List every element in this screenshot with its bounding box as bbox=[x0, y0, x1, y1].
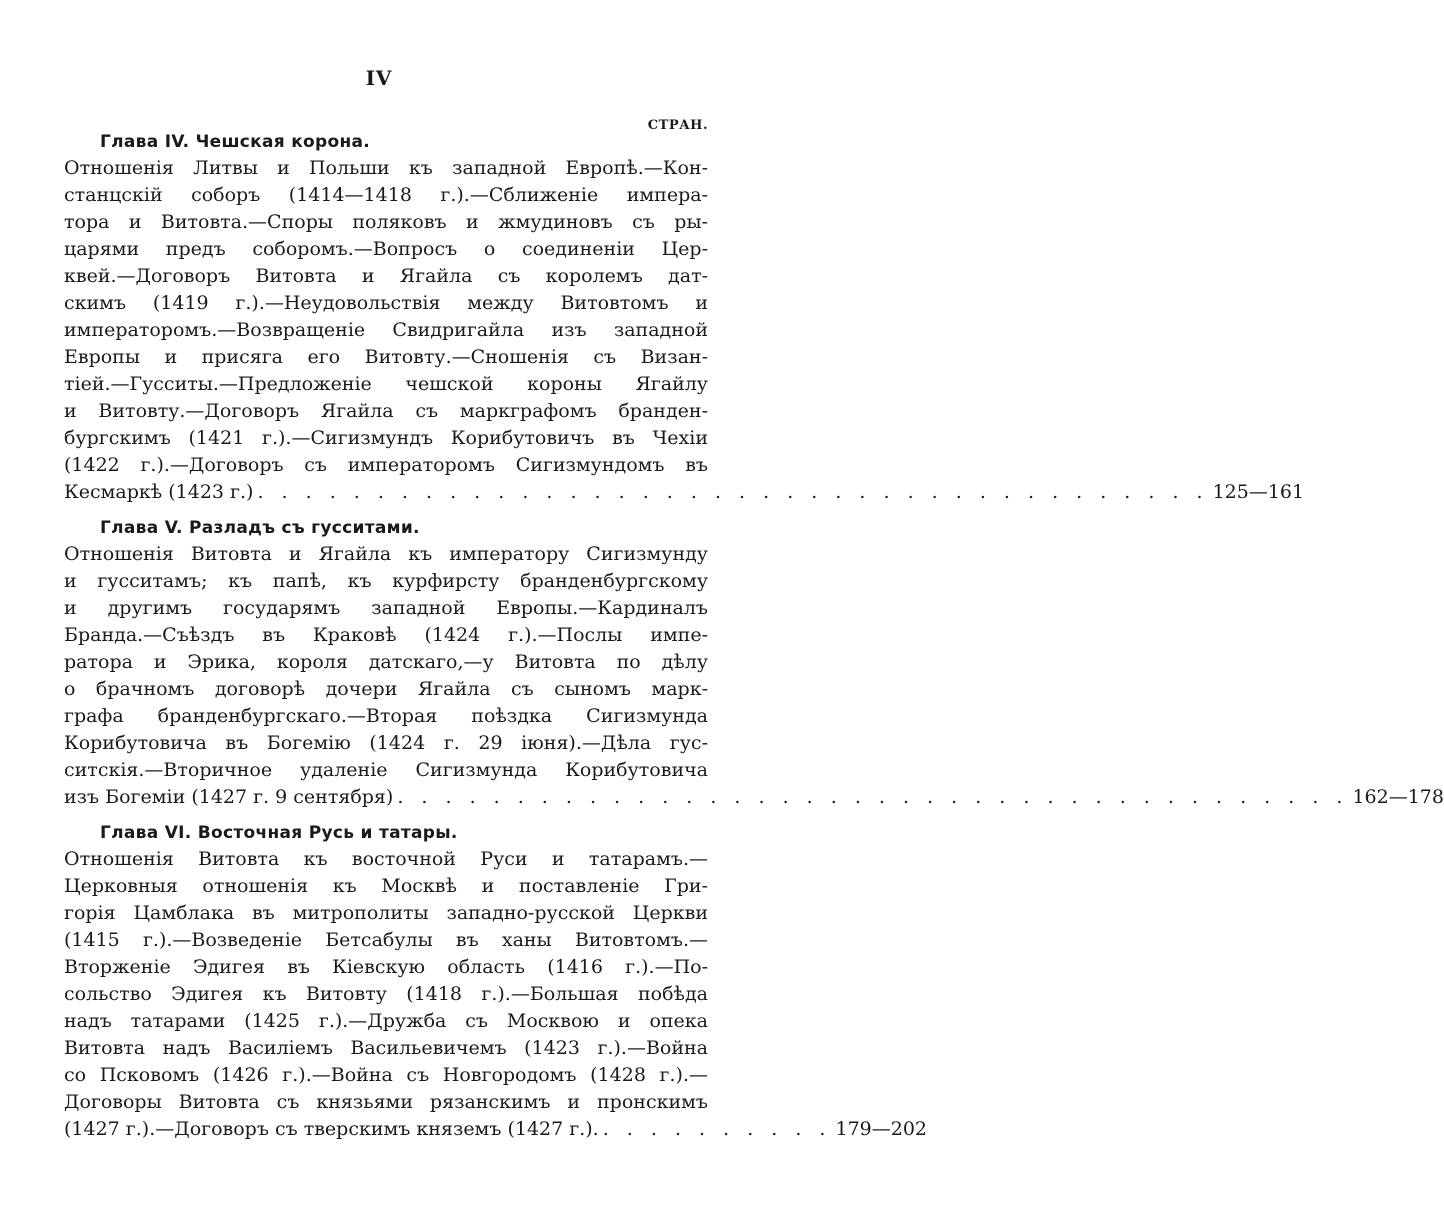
text-line: станцскій соборъ (1414—1418 г.).—Сближеніе импера- bbox=[64, 184, 708, 206]
text-line: тора и Витовта.—Споры поляковъ и жмудиновъ съ ры- bbox=[64, 211, 708, 233]
leader-dots: . . . . . . . . . . bbox=[602, 1118, 832, 1140]
text-line: ситскія.—Вторичное удаленіе Сигизмунда Корибутовича bbox=[64, 759, 708, 781]
text-line: (1415 г.).—Возведеніе Бетсабулы въ ханы Витовтомъ.— bbox=[64, 929, 708, 951]
text-line-end: изъ Богеміи (1427 г. 9 сентября) bbox=[64, 786, 394, 808]
text-line: скимъ (1419 г.).—Неудовольствія между Витовтомъ и bbox=[64, 292, 708, 314]
pages-column-header: СТРАН. bbox=[647, 118, 708, 133]
text-line: со Псковомъ (1426 г.).—Война съ Новгородомъ (1428 г.).— bbox=[64, 1064, 708, 1086]
text-line-with-pages bbox=[64, 784, 1444, 811]
text-line-end: Кесмаркѣ (1423 г.) bbox=[64, 481, 254, 503]
text-line: царями предъ соборомъ.—Вопросъ о соединеніи Цер- bbox=[64, 238, 708, 260]
chapter-heading: Глава IV. Чешская корона. bbox=[100, 132, 371, 152]
leader-dots: . . . . . . . . . . . . . . . . . . . . . . . . . . . . . . . . . . . . . . . . bbox=[397, 786, 1349, 808]
page-range: 179—202 bbox=[835, 1118, 928, 1140]
page-range: 162—178 bbox=[1352, 786, 1444, 808]
text-line: императоромъ.—Возвращеніе Свидригайла изъ западной bbox=[64, 319, 708, 341]
text-line: (1422 г.).—Договоръ съ императоромъ Сигизмундомъ въ bbox=[64, 454, 708, 476]
text-line: сольство Эдигея къ Витовту (1418 г.).—Большая побѣда bbox=[64, 983, 708, 1005]
text-line: тіей.—Гусситы.—Предложеніе чешской короны Ягайлу bbox=[64, 373, 708, 395]
text-line-end: (1427 г.).—Договоръ съ тверскимъ княземъ (1427 г.). bbox=[64, 1118, 599, 1140]
text-line: и гусситамъ; къ папѣ, къ курфирсту бранденбургскому bbox=[64, 570, 708, 592]
text-line: Европы и присяга его Витовту.—Сношенія съ Визан- bbox=[64, 346, 708, 368]
text-line: и другимъ государямъ западной Европы.—Кардиналъ bbox=[64, 597, 708, 619]
text-line: горія Цамблака въ митрополиты западно-русской Церкви bbox=[64, 902, 708, 924]
text-line-with-pages bbox=[64, 1116, 928, 1143]
chapter-heading: Глава VI. Восточная Русь и татары. bbox=[100, 823, 458, 843]
text-line: графа бранденбургскаго.—Вторая поѣздка Сигизмунда bbox=[64, 705, 708, 727]
text-line: Отношенія Литвы и Польши къ западной Европѣ.—Кон- bbox=[64, 157, 708, 179]
page-range: 125—161 bbox=[1212, 481, 1305, 503]
text-line: Отношенія Витовта къ восточной Руси и татарамъ.— bbox=[64, 848, 708, 870]
chapter-heading: Глава V. Разладъ съ гусситами. bbox=[100, 518, 420, 538]
text-line: Вторженіе Эдигея въ Кіевскую область (1416 г.).—По- bbox=[64, 956, 708, 978]
text-line: бургскимъ (1421 г.).—Сигизмундъ Корибутовичъ въ Чехіи bbox=[64, 427, 708, 449]
text-line: ратора и Эрика, короля датскаго,—у Витовта по дѣлу bbox=[64, 651, 708, 673]
text-line-with-pages bbox=[64, 479, 1305, 506]
text-line: Отношенія Витовта и Ягайла къ императору Сигизмунду bbox=[64, 543, 708, 565]
text-line: о брачномъ договорѣ дочери Ягайла съ сыномъ марк- bbox=[64, 678, 708, 700]
text-line: Витовта надъ Василіемъ Васильевичемъ (1423 г.).—Война bbox=[64, 1037, 708, 1059]
text-line: Бранда.—Съѣздъ въ Краковѣ (1424 г.).—Послы импе- bbox=[64, 624, 708, 646]
leader-dots: . . . . . . . . . . . . . . . . . . . . . . . . . . . . . . . . . . . . . . . . bbox=[257, 481, 1209, 503]
text-line: Корибутовича въ Богемію (1424 г. 29 іюня).—Дѣла гус- bbox=[64, 732, 708, 754]
text-line: Договоры Витовта съ князьями рязанскимъ и пронскимъ bbox=[64, 1091, 708, 1113]
text-line: надъ татарами (1425 г.).—Дружба съ Москвою и опека bbox=[64, 1010, 708, 1032]
page-number: IV bbox=[365, 66, 393, 90]
text-line: и Витовту.—Договоръ Ягайла съ маркграфомъ бранден- bbox=[64, 400, 708, 422]
text-line: квей.—Договоръ Витовта и Ягайла съ королемъ дат- bbox=[64, 265, 708, 287]
text-line: Церковныя отношенія къ Москвѣ и поставленіе Гри- bbox=[64, 875, 708, 897]
